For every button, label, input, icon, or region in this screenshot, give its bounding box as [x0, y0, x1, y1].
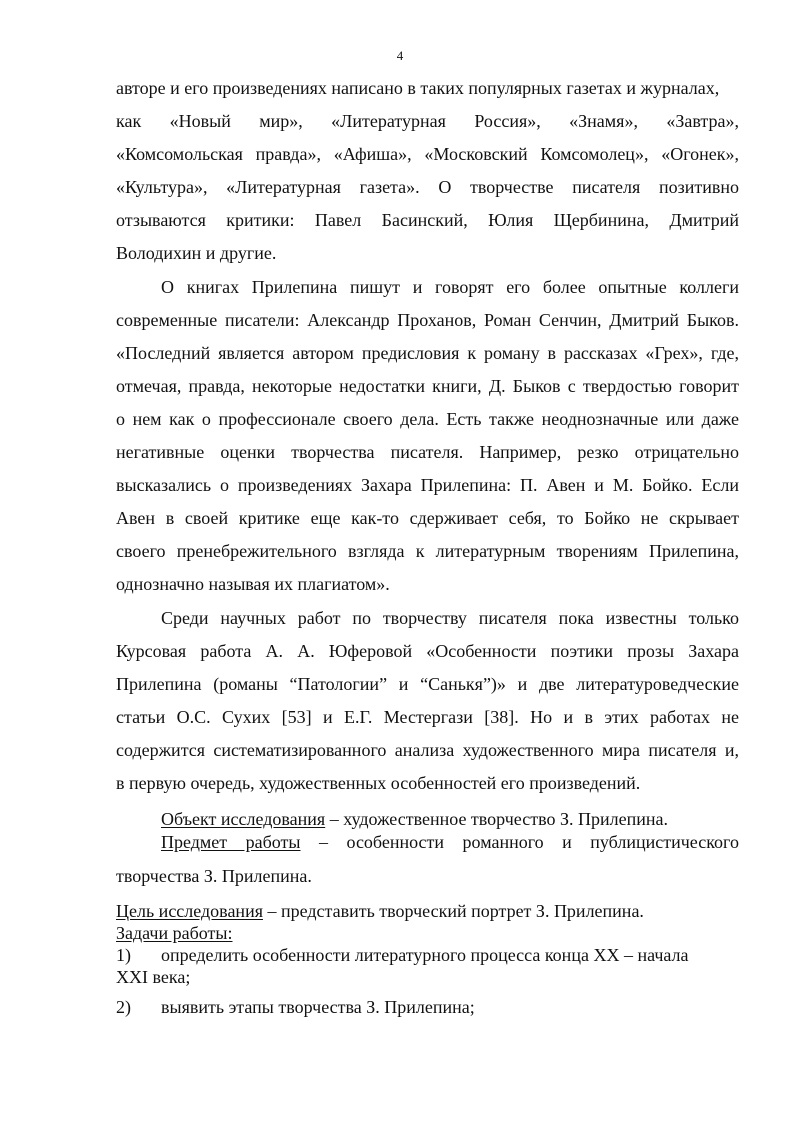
list-item	[116, 996, 739, 1018]
text-line: высказались о произведениях Захара Прилепина: П. Авен и М. Бойко. Если	[116, 475, 739, 495]
list-item-number: 1)	[116, 945, 131, 965]
list-item-number: 2)	[116, 997, 131, 1017]
research-goal-label: Цель исследования	[116, 901, 263, 921]
text-line: Прилепина (романы “Патологии” и “Санькя”)» и две литературоведческие	[116, 674, 739, 694]
research-goal-text: – представить творческий портрет З. Прилепина.	[262, 901, 644, 921]
list-item-text-continuation: XXI века;	[116, 967, 191, 987]
text-line: Володихин и другие.	[116, 243, 277, 263]
research-object-label: Объект исследования	[161, 809, 326, 829]
research-goal	[116, 900, 739, 922]
list-item	[116, 944, 739, 988]
list-item-text: определить особенности литературного процесса конца XX – начала	[161, 945, 689, 965]
text-line: своего пренебрежительного взгляда к литературным творениям Прилепина,	[116, 541, 739, 561]
research-subject-label: Предмет работы	[161, 832, 301, 852]
text-line: Курсовая работа А. А. Юферовой «Особенности поэтики прозы Захара	[116, 641, 739, 661]
text-line: отмечая, правда, некоторые недостатки книги, Д. Быков с твердостью говорит	[116, 376, 739, 396]
research-subject-continuation: творчества З. Прилепина.	[116, 866, 312, 886]
research-subject-text: – особенности романного и публицистического	[300, 832, 739, 852]
text-line: «Культура», «Литературная газета». О творчестве писателя позитивно	[116, 177, 739, 197]
text-line: Авен в своей критике еще как-то сдерживает себя, то Бойко не скрывает	[116, 508, 739, 528]
text-line: «Последний является автором предисловия к роману в рассказах «Грех», где,	[116, 343, 739, 363]
text-line: содержится систематизированного анализа художественного мира писателя и,	[116, 740, 739, 760]
research-object-text: – художественное творчество З. Прилепина.	[325, 809, 668, 829]
research-subject	[116, 831, 739, 853]
page-number: 4	[396, 48, 404, 63]
text-line: авторе и его произведениях написано в таких популярных газетах и журналах,	[116, 78, 720, 98]
research-object	[116, 808, 739, 830]
list-item-text: выявить этапы творчества З. Прилепина;	[161, 997, 475, 1017]
text-line: Среди научных работ по творчеству писателя пока известны только	[161, 608, 739, 628]
tasks-heading: Задачи работы:	[116, 923, 233, 943]
text-line: в первую очередь, художественных особенностей его произведений.	[116, 773, 641, 793]
text-line: отзываются критики: Павел Басинский, Юлия Щербинина, Дмитрий	[116, 210, 739, 230]
text-line: однозначно называя их плагиатом».	[116, 574, 390, 594]
text-line: о нем как о профессионале своего дела. Есть также неоднозначные или даже	[116, 409, 739, 429]
text-line: О книгах Прилепина пишут и говорят его более опытные коллеги	[161, 277, 739, 297]
text-line: «Комсомольская правда», «Афиша», «Московский Комсомолец», «Огонек»,	[116, 144, 739, 164]
text-line: статьи О.С. Сухих [53] и Е.Г. Местергази [38]. Но и в этих работах не	[116, 707, 739, 727]
text-line: негативные оценки творчества писателя. Например, резко отрицательно	[116, 442, 739, 462]
text-line: современные писатели: Александр Проханов, Роман Сенчин, Дмитрий Быков.	[116, 310, 739, 330]
text-line: как «Новый мир», «Литературная Россия», «Знамя», «Завтра»,	[116, 111, 739, 131]
